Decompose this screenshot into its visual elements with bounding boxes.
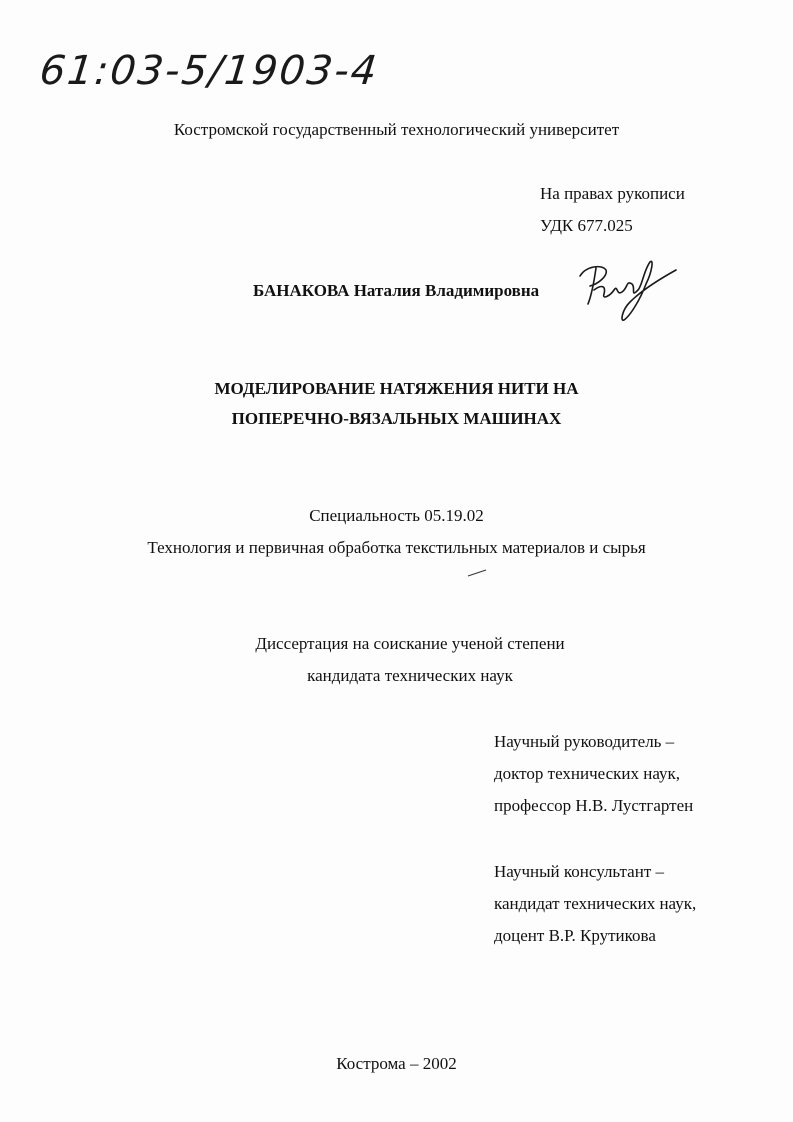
supervisor-degree: доктор технических наук,: [494, 764, 681, 783]
handwritten-archive-number: 61:03-5/1903-4: [37, 48, 381, 94]
consultant-role: Научный консультант –: [494, 862, 664, 881]
dissertation-title-line2: ПОПЕРЕЧНО-ВЯЗАЛЬНЫХ МАШИНАХ: [231, 409, 562, 428]
dissertation-purpose: Диссертация на соискание ученой степени: [255, 634, 565, 653]
consultant-block: [494, 856, 696, 952]
supervisor-role: Научный руководитель –: [494, 732, 675, 751]
udc-code: УДК 677.025: [540, 216, 633, 235]
specialty-name: Технология и первичная обработка текстильных материалов и сырья: [147, 538, 646, 557]
author-signature: [572, 250, 682, 326]
supervisor-name: профессор Н.В. Лустгартен: [494, 796, 694, 815]
specialty-code: Специальность 05.19.02: [309, 506, 484, 525]
stray-pen-mark: [466, 568, 488, 578]
rights-manuscript: На правах рукописи: [540, 184, 685, 203]
dissertation-title-line1: МОДЕЛИРОВАНИЕ НАТЯЖЕНИЯ НИТИ НА: [214, 379, 579, 398]
city-year: Кострома – 2002: [336, 1054, 457, 1073]
rights-block: [540, 178, 685, 242]
consultant-name: доцент В.Р. Крутикова: [494, 926, 656, 945]
supervisor-block: [494, 726, 693, 822]
dissertation-degree: кандидата технических наук: [307, 666, 513, 685]
university-name: Костромской государственный технологический университет: [173, 120, 620, 139]
consultant-degree: кандидат технических наук,: [494, 894, 697, 913]
author-name: БАНАКОВА Наталия Владимировна: [253, 281, 540, 300]
